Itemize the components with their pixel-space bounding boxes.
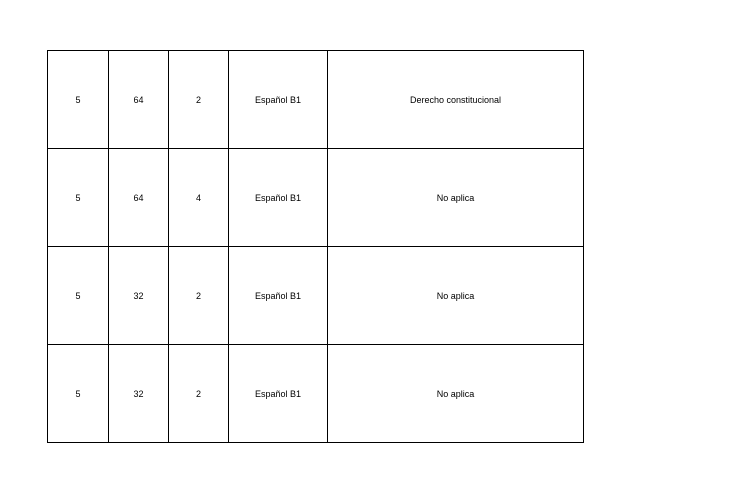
table-cell: Español B1	[229, 345, 328, 443]
table-row	[48, 345, 584, 443]
table-cell: No aplica	[328, 247, 584, 345]
table-cell: 5	[48, 51, 109, 149]
table-cell: 4	[169, 149, 229, 247]
table-cell: 64	[109, 149, 169, 247]
table-cell: Español B1	[229, 51, 328, 149]
table-cell: 32	[109, 247, 169, 345]
table-cell: 2	[169, 51, 229, 149]
table-cell: No aplica	[328, 345, 584, 443]
table-cell: Español B1	[229, 149, 328, 247]
table-cell: Español B1	[229, 247, 328, 345]
table-cell: 64	[109, 51, 169, 149]
table-cell: 5	[48, 149, 109, 247]
table-cell: 5	[48, 345, 109, 443]
table-row	[48, 149, 584, 247]
table-row	[48, 247, 584, 345]
table-cell: 5	[48, 247, 109, 345]
document-table	[47, 50, 584, 443]
document-table-container	[47, 50, 584, 443]
table-cell: 32	[109, 345, 169, 443]
table-row	[48, 51, 584, 149]
table-cell: 2	[169, 247, 229, 345]
table-cell: No aplica	[328, 149, 584, 247]
table-cell: 2	[169, 345, 229, 443]
table-cell: Derecho constitucional	[328, 51, 584, 149]
